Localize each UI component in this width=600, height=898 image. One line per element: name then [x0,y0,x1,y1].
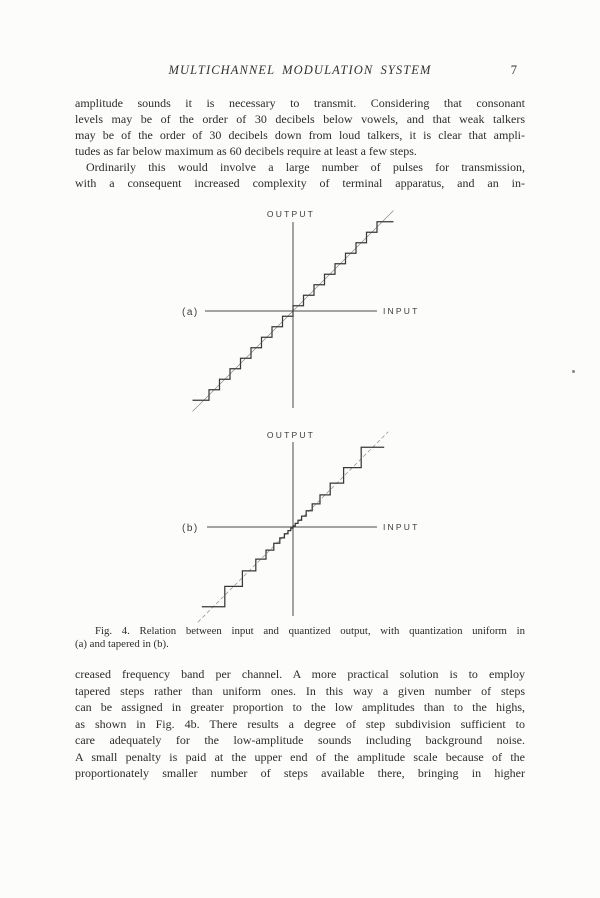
figure-a [160,203,430,419]
text-line: amplitude sounds it is necessary to transmit. Considering that consonant [75,96,525,110]
figure-b [160,428,430,628]
caption-line: Fig. 4. Relation between input and quantized output, with quantization uniform in [95,625,525,637]
text-line: Ordinarily this would involve a large number of pulses for transmission, [86,160,525,174]
figure-caption [75,625,525,651]
output-axis-label: OUTPUT [266,430,316,440]
running-title: MULTICHANNEL MODULATION SYSTEM [168,63,432,77]
input-axis-label: INPUT [383,522,420,532]
output-axis-label: OUTPUT [266,209,316,219]
text-line: may be of the order of 30 decibels down from loud talkers, it is clear that ampli- [75,128,525,142]
text-line: care adequately for the low-amplitude sounds including background noise. [75,733,525,747]
text-line: can be assigned in greater proportion to the low amplitudes than to the highs, [75,700,525,714]
text-line: tudes as far below maximum as 60 decibels require at least a few steps. [75,144,417,158]
paragraph-3 [75,666,525,782]
text-line: A small penalty is paid at the upper end of the amplitude scale because of the [75,749,525,764]
scan-speck [572,370,575,373]
input-axis-label: INPUT [383,306,420,316]
text-line: levels may be of the order of 30 decibels below vowels, and that weak talkers [75,112,525,126]
page-number: 7 [510,63,517,77]
paragraph-1 [75,95,525,159]
figure-label: (b) [182,523,199,534]
text-line: as shown in Fig. 4b. There results a degree of step subdivision sufficient to [75,716,525,731]
paragraph-2 [75,159,525,191]
text-line: proportionately smaller number of steps available there, bringing in higher [75,766,525,780]
text-line: creased frequency band per channel. A more practical solution is to employ [75,667,525,681]
text-line: with a consequent increased complexity of terminal apparatus, and an in- [75,176,525,190]
caption-line: (a) and tapered in (b). [75,638,169,650]
page-header [75,63,525,80]
text-line: tapered steps rather than uniform ones. In this way a given number of steps [75,683,525,698]
figure-label: (a) [182,307,199,318]
